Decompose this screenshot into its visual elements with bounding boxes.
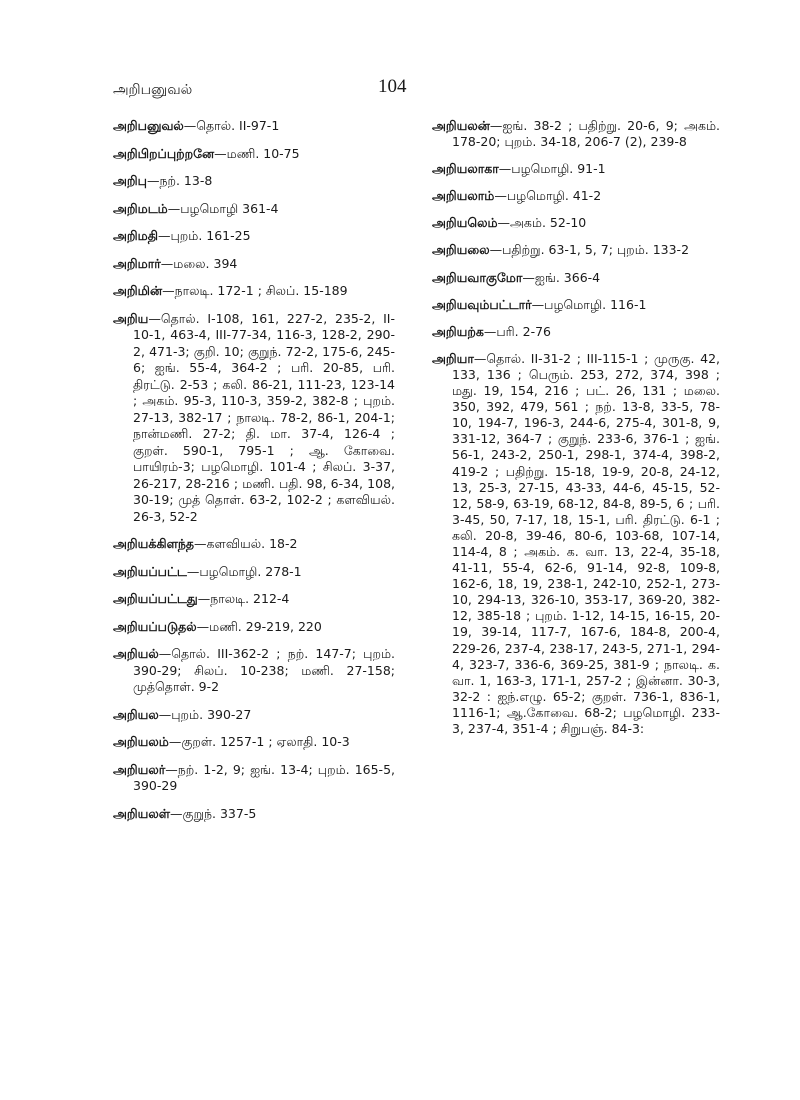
entry-headword: அறிபு [113,173,147,188]
index-entry [113,256,395,273]
entry-references: —தொல். II-97-1 [183,118,280,133]
index-entry [432,188,720,204]
index-entry [113,762,395,795]
entry-references: —குறுந். 337-5 [170,805,257,821]
entry-references: —மணி. 10-75 [214,145,300,161]
entry-headword: அறியலாகா [432,161,499,177]
index-entry [113,283,395,300]
index-entry [113,146,395,163]
index-entry [113,806,395,823]
index-entry [432,297,720,313]
entry-references: —புறம். 390-27 [158,706,252,722]
entry-headword: அறியலை [432,242,490,258]
entry-headword: அறியலாம் [432,188,495,204]
entry-headword: அறியலன் [432,118,490,133]
entry-headword: அறிய [113,310,149,326]
entry-references: —பரி. 2-76 [483,323,551,339]
index-entry [113,591,395,608]
entry-references: —பழமொழி. 91-1 [498,161,606,177]
index-entry [432,324,720,340]
entry-headword: அறிபனுவல் [113,118,184,133]
entry-references: —குறள். 1257-1 ; ஏலாதி. 10-3 [168,734,350,749]
entry-headword: அறியலர் [113,761,166,777]
entry-references: —தொல். II-31-2 ; III-115-1 ; முருகு. 42, 133, 136 ; பெரும். 253, 272, 374, 398 ; மது. 19, 154, 216 ; பட். 26, 131 ; மலை. 350, 392, 479, 561 ; நற். 13-8, 33-5, 78-10, 194-7, 196-3, 244-6, 275-4, 301-8, 9, 331-12, 364-7 ; குறுந். 233-6, 376-1 ; ஐங். 56-1, 243-2, 250-1, 298-1, 374-4, 398-2, 419-2 ; பதிற்று. 15-18, 19-9, 20-8, 24-12, 13, 25-3, 27-15, 43-33, 44-6, 45-15, 52-12, 58-9, 63-19, 68-12, 84-8, 89-5, 6 ; பரி. 3-45, 50, 7-17, 18, 15-1, பரி. திரட்டு. 6-1 ; கலி. 20-8, 39-46, 80-6, 103-68, 107-14, 114-4, 8 ; அகம். க. வா. 13, 22-4, 35-18, 41-11, 55-4, 62-6, 91-14, 92-8, 109-8, 162-6, 18, 19, 238-1, 242-10, 252-1, 273-10, 294-13, 326-10, 353-17, 369-20, 382-12, 385-18 ; புறம். 1-12, 14-15, 16-15, 20-19, 39-14, 117-7, 167-6, 184-8, 200-4, 229-26, 237-4, 238-17, 243-5, 271-1, 294-4, 323-7, 336-6, 369-25, 381-9 ; நாலடி. க. வா. 1, 163-3, 171-1, 257-2 ; இன்னா. 30-3, 32-2 : ஐந்.எழு. 65-2; குறள். 736-1, 836-1, 1116-1; ஆ.கோவை. 68-2; பழமொழி. 233-3, 237-4, 351-4 ; சிறுபஞ். 84-3: [452,350,720,736]
entry-references: —நற். 1-2, 9; ஐங். 13-4; புறம். 165-5, 390-29 [133,761,395,793]
index-entry [432,270,720,286]
index-entry [113,734,395,751]
entry-references: —பழமொழி. 41-2 [494,188,602,204]
entry-headword: அறியற்க [432,323,484,339]
index-entry [113,619,395,636]
entry-references: —பழமொழி. 116-1 [531,296,647,312]
entry-headword: அறியல [113,706,159,722]
index-entry [113,707,395,724]
index-entry [432,242,720,258]
entry-headword: அறியப்படுதல் [113,618,197,634]
entry-headword: அறிமின் [113,283,163,298]
entry-headword: அறிமார் [113,255,161,271]
entry-references: —பழமொழி. 278-1 [186,563,302,579]
entry-references: —நாலடி. 212-4 [197,591,290,606]
entry-headword: அறியக்கிளந்த [113,536,195,551]
entry-references: —பழமொழி 361-4 [167,200,279,216]
index-entry [432,161,720,177]
index-entry [113,118,395,135]
running-head: அறிபனுவல் [113,82,193,98]
page-number: 104 [378,76,407,97]
index-entry [432,215,720,231]
entry-references: —நாலடி. 172-1 ; சிலப். 15-189 [162,283,348,298]
entry-headword: அறியப்பட்டது [113,591,198,606]
entry-references: —ஐங். 38-2 ; பதிற்று. 20-6, 9; அகம். 178-20; புறம். 34-18, 206-7 (2), 239-8 [452,118,720,150]
index-entry [113,228,395,245]
index-entry [432,118,720,150]
index-entry [113,201,395,218]
entry-headword: அறிமதி [113,228,158,243]
entry-references: —மலை. 394 [160,255,238,271]
entry-references: —புறம். 161-25 [157,228,251,243]
entry-references: —தொல். III-362-2 ; நற். 147-7; புறம். 390-29; சிலப். 10-238; மணி. 27-158; முத்தொள். 9-2 [133,646,395,694]
entry-headword: அறியவும்பட்டார் [432,296,532,312]
entry-headword: அறியா [432,350,474,366]
entry-references: —தொல். I-108, 161, 227-2, 235-2, II-10-1, 463-4, III-77-34, 116-3, 128-2, 290-2, 471-3; குறி. 10; குறுந். 72-2, 175-6, 245-6; ஐங். 55-4, 364-2 ; பரி. 20-85, பரி. திரட்டு. 2-53 ; கலி. 86-21, 111-23, 123-14 ; அகம். 95-3, 110-3, 359-2, 382-8 ; புறம். 27-13, 382-17 ; நாலடி. 78-2, 86-1, 204-1; நான்மணி. 27-2; தி. மா. 37-4, 126-4 ; குறள். 590-1, 795-1 ; ஆ. கோவை. பாயிரம்-3; பழமொழி. 101-4 ; சிலப். 3-37, 26-217, 28-216 ; மணி. பதி. 98, 6-34, 108, 30-19; முத் தொள். 63-2, 102-2 ; களவியல். 26-3, 52-2 [133,310,395,524]
entry-references: —மணி. 29-219, 220 [196,618,322,634]
entry-headword: அறியலம் [113,734,169,749]
entry-references: —நற். 13-8 [146,173,213,188]
index-entry [113,311,395,526]
index-entry [113,536,395,553]
entry-references: —ஐங். 366-4 [522,269,601,285]
entry-headword: அறியல் [113,646,159,661]
index-entry [113,173,395,190]
entry-headword: அறியவாகுமோ [432,269,523,285]
index-entry [113,646,395,696]
entry-headword: அறியப்பட்ட [113,563,187,579]
entry-references: —களவியல். 18-2 [194,536,298,551]
index-entry [432,351,720,737]
entry-headword: அறியலெம் [432,215,498,231]
entry-headword: அறிமடம் [113,200,168,216]
left-column [113,118,395,833]
right-column [432,118,720,748]
entry-headword: அறிபிறப்புற்றனே [113,145,215,161]
entry-references: —பதிற்று. 63-1, 5, 7; புறம். 133-2 [489,242,690,258]
entry-headword: அறியலள் [113,805,171,821]
index-entry [113,564,395,581]
entry-references: —அகம். 52-10 [497,215,587,231]
